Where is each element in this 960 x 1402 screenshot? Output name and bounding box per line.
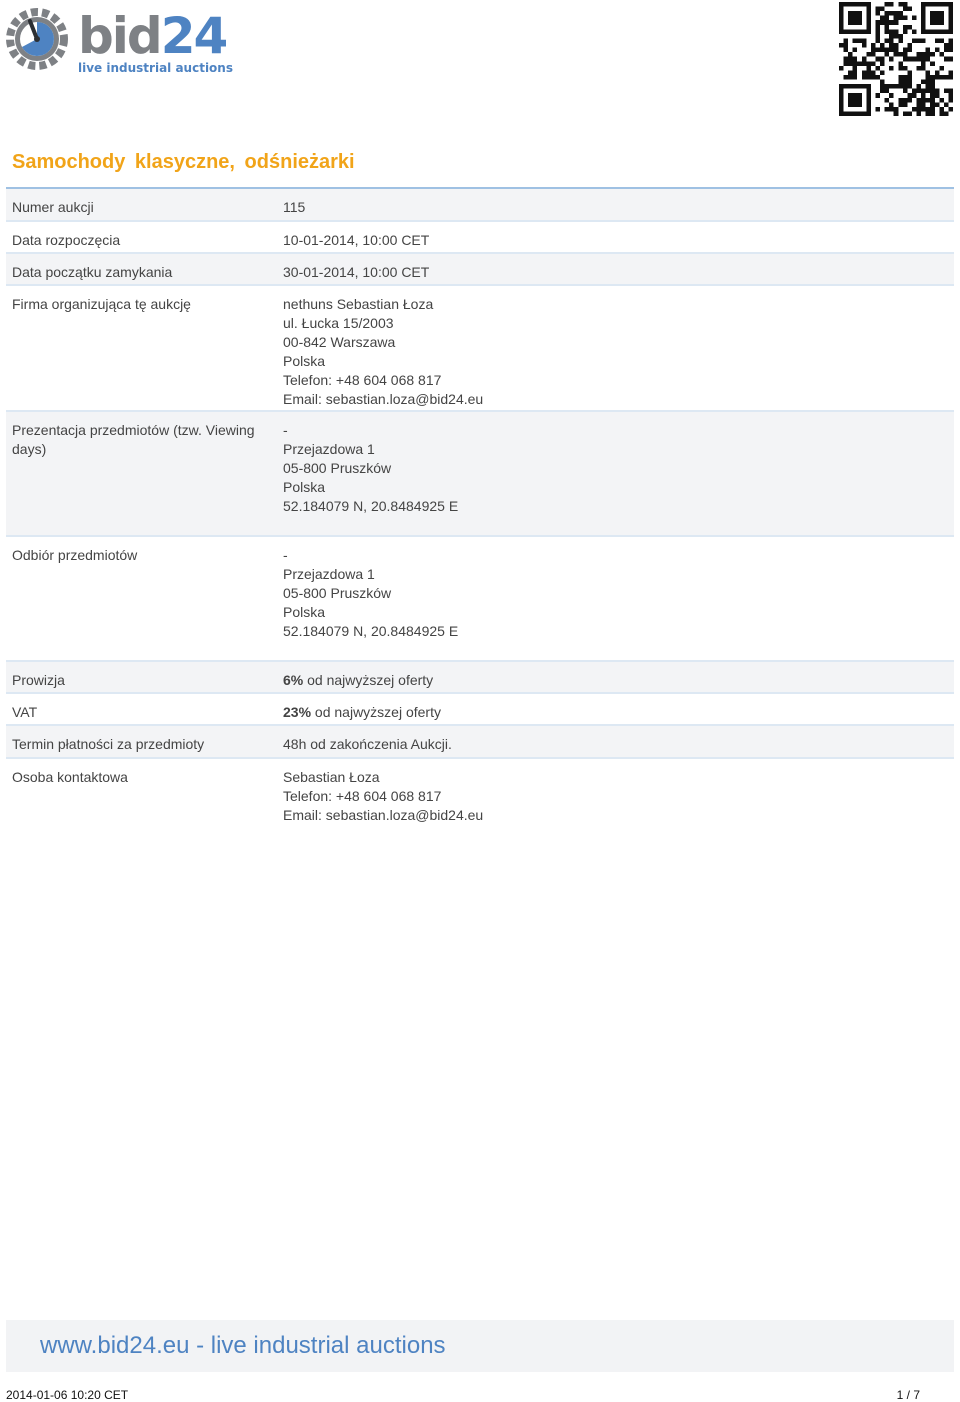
footer-banner — [6, 1320, 954, 1372]
row-value: 115 — [283, 199, 306, 215]
auction-details-table — [6, 189, 954, 831]
table-row — [6, 694, 954, 726]
table-row — [6, 189, 954, 222]
row-label: Firma organizująca tę aukcję — [12, 296, 191, 312]
logo-wordmark: bid24 — [78, 7, 227, 65]
print-timestamp: 2014-01-06 10:20 CET — [6, 1388, 129, 1402]
bid24-logo — [6, 6, 233, 80]
page-title: Samochody klasyczne, odśnieżarki — [12, 151, 355, 173]
table-row — [6, 286, 954, 412]
row-label: VAT — [12, 704, 38, 720]
row-value: 30-01-2014, 10:00 CET — [283, 264, 430, 280]
logo-tagline: live industrial auctions — [78, 61, 233, 75]
row-label: Prowizja — [12, 672, 65, 688]
table-row — [6, 726, 954, 759]
row-value: Sebastian Łoza Telefon: +48 604 068 817 Email: sebastian.loza@bid24.eu — [283, 769, 484, 823]
row-label: Termin płatności za przedmioty — [12, 736, 205, 752]
row-value: - Przejazdowa 1 05-800 Pruszków Polska 52.184079 N, 20.8484925 E — [283, 547, 459, 639]
row-label: Prezentacja przedmiotów (tzw. Viewing days) — [12, 422, 255, 457]
row-label: Odbiór przedmiotów — [12, 547, 138, 563]
row-label: Numer aukcji — [12, 199, 94, 215]
table-row — [6, 254, 954, 286]
table-row — [6, 222, 954, 254]
row-value: 10-01-2014, 10:00 CET — [283, 232, 430, 248]
table-row — [6, 759, 954, 831]
table-row — [6, 662, 954, 694]
footer-website-link[interactable]: www.bid24.eu - live industrial auctions — [40, 1332, 446, 1359]
row-label: Osoba kontaktowa — [12, 769, 128, 785]
row-value: 23% od najwyższej oferty — [283, 704, 441, 720]
page-number: 1 / 7 — [896, 1388, 920, 1402]
percent-value: 6% — [283, 672, 304, 688]
row-label: Data początku zamykania — [12, 264, 173, 280]
row-value: - Przejazdowa 1 05-800 Pruszków Polska 52.184079 N, 20.8484925 E — [283, 422, 459, 514]
percent-value: 23% — [283, 704, 312, 720]
row-value: 6% od najwyższej oferty — [283, 672, 434, 688]
table-row — [6, 412, 954, 537]
row-value: nethuns Sebastian Łoza ul. Łucka 15/2003 00-842 Warszawa Polska Telefon: +48 604 068 817 Email: sebastian.loza@bid24.eu — [283, 296, 484, 407]
page-header — [0, 0, 960, 130]
row-label: Data rozpoczęcia — [12, 232, 121, 248]
row-value: 48h od zakończenia Aukcji. — [283, 736, 452, 752]
gear-clock-icon — [6, 8, 68, 70]
table-row — [6, 537, 954, 662]
qr-code-icon — [838, 2, 954, 116]
